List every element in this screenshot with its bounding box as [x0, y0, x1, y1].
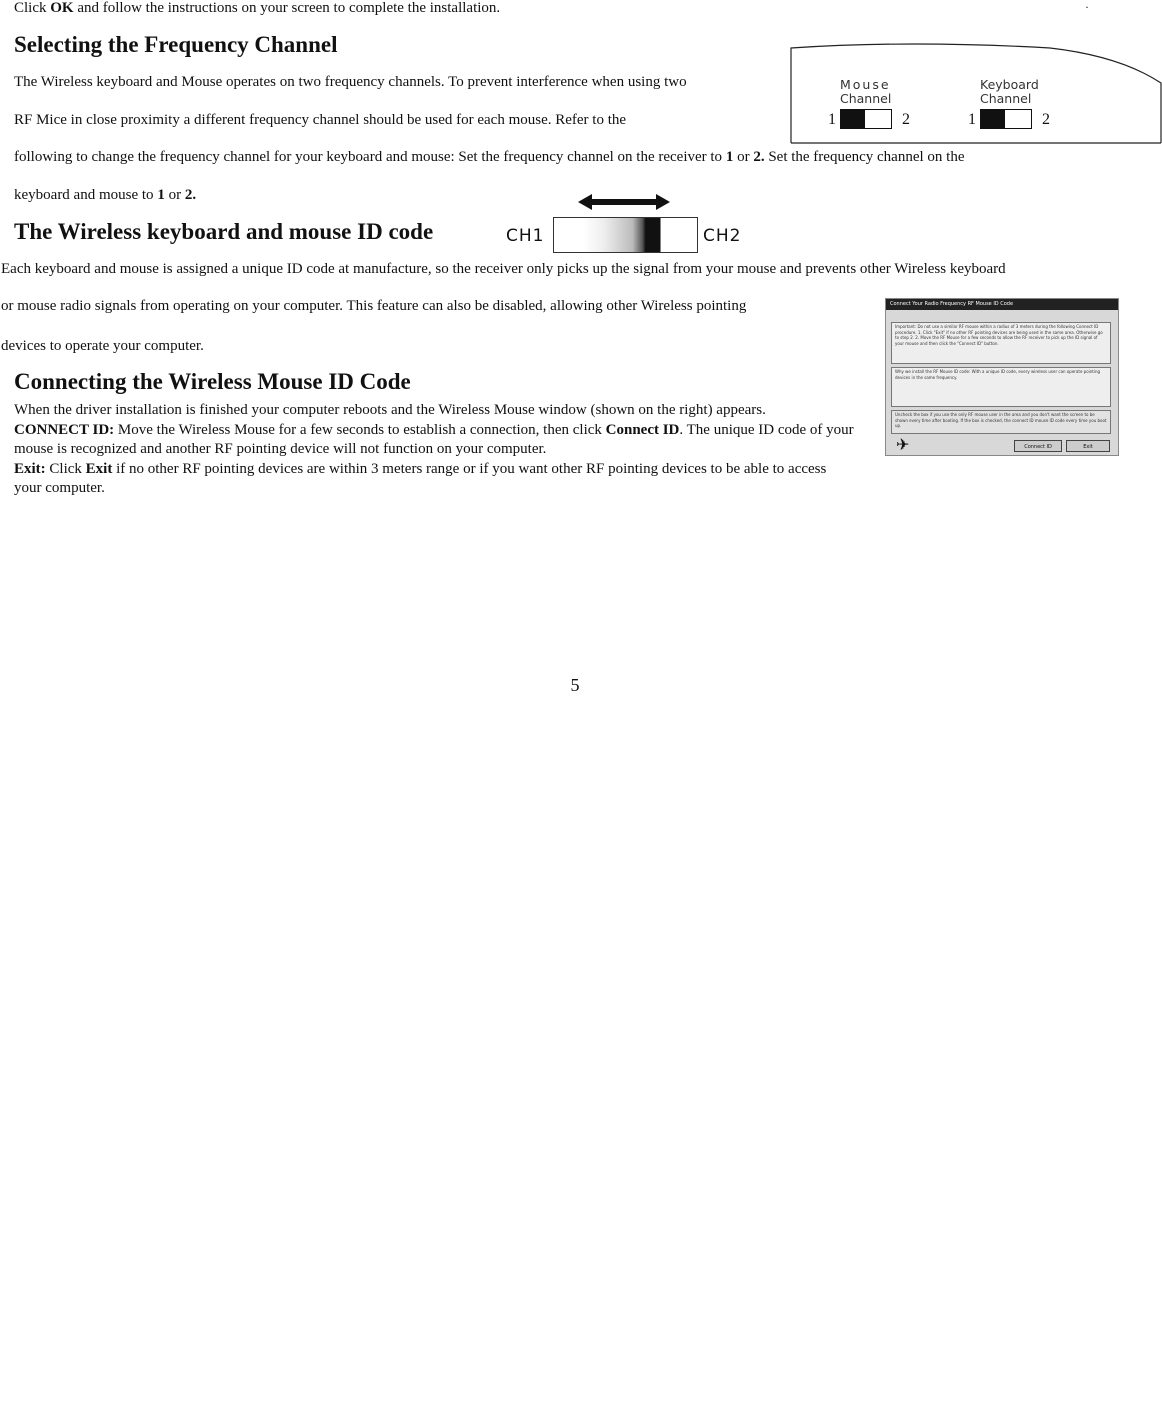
exit-text-post: if no other RF pointing devices are within 3 meters range or if you want other RF pointing devices to be able to access your computer.	[14, 460, 827, 496]
intro-line	[14, 0, 500, 17]
frequency-line-4-b2: 2.	[184, 187, 197, 203]
connect-id-term: Connect ID	[605, 421, 680, 438]
mouse-label-line-2: Channel	[840, 91, 892, 106]
id-line-2: or mouse radio signals from operating on your computer. This feature can also be disabled, allowing other Wireless pointing	[1, 298, 747, 314]
frequency-line-3-pre: following to change the frequency channel for your keyboard and mouse: Set the frequency channel on the receiver to	[14, 149, 726, 165]
mouse-channel-switch-knob	[841, 110, 865, 128]
channel-diagram	[790, 38, 1162, 144]
page-number: 5	[570, 675, 580, 695]
mouse-logo-icon: ✈	[896, 435, 910, 454]
wireless-mouse-dialog-screenshot	[885, 298, 1119, 456]
frequency-line-3-b1: 1	[725, 149, 734, 165]
dialog-info: Why we install the RF Mouse ID code: With a unique ID code, every wireless user can operate pointing devices in the same frequency.	[891, 367, 1111, 407]
dialog-instructions: Important: Do not use a similar RF mouse within a radius of 3 meters during the following Connect ID procedure. 1. Click "Exit" if no other RF pointing devices are being used in the same area. Otherwise go to step 2. 2. Move the RF Mouse for a few seconds to allow the RF receiver to pick up the ID signal of your mouse and then click the "Connect ID" button.	[891, 322, 1111, 364]
connecting-para-1: When the driver installation is finished your computer reboots and the Wireless Mouse window (shown on the right) appears.	[14, 402, 766, 418]
keyboard-label-line-2: Channel	[980, 91, 1032, 106]
id-line-3: devices to operate your computer.	[1, 338, 204, 354]
frequency-line-3-b2: 2.	[753, 149, 765, 165]
frequency-line-4	[14, 186, 196, 204]
heading-connecting: Connecting the Wireless Mouse ID Code	[14, 369, 411, 394]
frequency-line-4-pre: keyboard and mouse to	[14, 187, 158, 203]
ch2-label: CH2	[703, 226, 742, 246]
keyboard-channel-switch-knob	[981, 110, 1005, 128]
connecting-para-3	[14, 460, 854, 499]
ch1-label: CH1	[506, 226, 545, 246]
mouse-channel-label	[840, 78, 891, 106]
keyboard-channel-label	[980, 78, 1039, 106]
keyboard-channel-num-2: 2	[1042, 111, 1050, 128]
dialog-connect-id-button: Connect ID	[1014, 440, 1062, 452]
exit-label: Exit:	[14, 460, 46, 477]
frequency-line-3-mid: or	[733, 149, 754, 165]
intro-ok: OK	[50, 0, 74, 16]
connect-id-label: CONNECT ID:	[14, 421, 115, 438]
intro-pre: Click	[14, 0, 51, 16]
scan-mark: ·	[1085, 0, 1089, 14]
dialog-checkbox-text: Uncheck the box if you use the only RF mouse user in the area and you don't want the screen to be shown every time after booting. If the box is checked, the connect ID mouse ID code every time you boot up.	[891, 410, 1111, 434]
keyboard-channel-num-1: 1	[968, 111, 976, 128]
frequency-line-1: The Wireless keyboard and Mouse operates on two frequency channels. To prevent interference when using two	[14, 74, 687, 90]
connecting-para-2	[14, 421, 854, 460]
exit-text-pre: Click	[45, 460, 86, 477]
heading-id-code: The Wireless keyboard and mouse ID code	[14, 219, 434, 244]
frequency-line-4-mid: or	[164, 187, 185, 203]
mouse-channel-num-1: 1	[828, 111, 836, 128]
frequency-line-4-b1: 1	[157, 187, 165, 203]
heading-frequency-channel: Selecting the Frequency Channel	[14, 32, 338, 57]
dialog-titlebar: Connect Your Radio Frequency RF Mouse ID Code	[886, 299, 1118, 310]
mouse-channel-switch	[840, 109, 892, 129]
double-arrow-icon	[578, 192, 670, 212]
connect-text-pre: Move the Wireless Mouse for a few seconds to establish a connection, then click	[114, 421, 606, 438]
connect-text-post: . The unique ID code of your mouse is recognized and another RF pointing device will not function on your computer.	[14, 421, 854, 457]
ch-switch	[553, 217, 698, 253]
exit-term: Exit	[85, 460, 113, 477]
frequency-line-2: RF Mice in close proximity a different frequency channel should be used for each mouse. Refer to the	[14, 112, 627, 128]
dialog-exit-button: Exit	[1066, 440, 1110, 452]
connecting-body	[14, 401, 854, 499]
intro-post: and follow the instructions on your screen to complete the installation.	[73, 0, 501, 16]
frequency-line-3	[14, 148, 964, 166]
keyboard-label-line-1: Keyboard	[980, 77, 1039, 92]
frequency-line-3-post: Set the frequency channel on the	[764, 149, 965, 165]
keyboard-channel-switch	[980, 109, 1032, 129]
id-line-1: Each keyboard and mouse is assigned a unique ID code at manufacture, so the receiver only picks up the signal from your mouse and prevents other Wireless keyboard	[1, 261, 1006, 277]
mouse-channel-num-2: 2	[902, 111, 910, 128]
mouse-label-line-1: Mouse	[840, 77, 891, 92]
